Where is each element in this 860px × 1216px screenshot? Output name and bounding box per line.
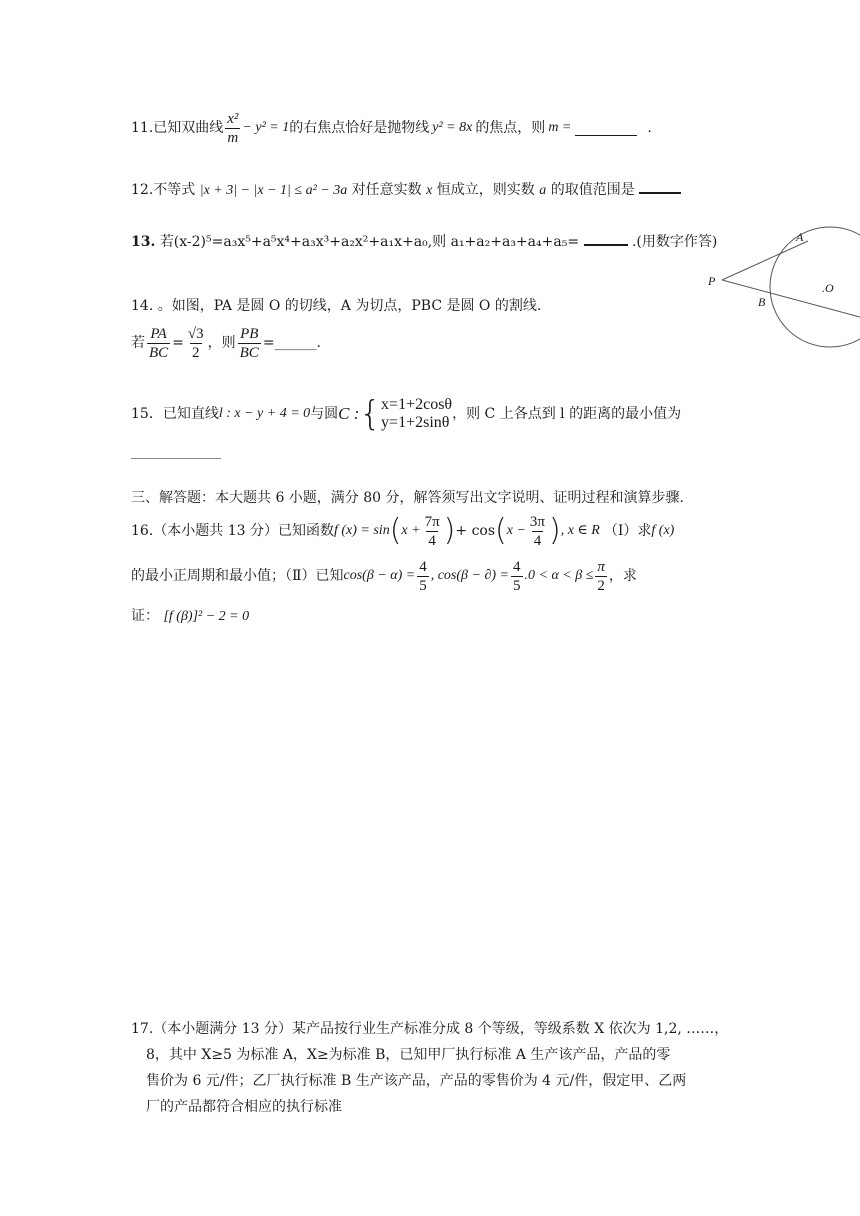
q12-suffix: 的取值范围是: [550, 182, 635, 198]
q15-brace: {: [359, 394, 382, 434]
secant-line-pbc: [722, 280, 860, 317]
q16-f: f (x) = sin: [333, 523, 390, 538]
q12-var-x: x: [426, 183, 433, 198]
q15-case-y: y=1+2sinθ: [381, 414, 450, 431]
q14-frac1-den: BC: [149, 344, 169, 361]
q16-pi-num: π: [597, 558, 605, 575]
q11-mid: 的右焦点恰好是抛物线: [289, 120, 430, 136]
q16-line2a: 的最小正周期和最小值；（Ⅱ）已知: [131, 568, 344, 584]
q11-expr: − y² = 1: [242, 120, 290, 135]
q16-c1-num: 4: [419, 558, 427, 575]
q16-frac-pi-2: [595, 558, 607, 595]
q16-frac7-den: 4: [428, 532, 436, 549]
tangent-line-pa: [722, 241, 808, 280]
q17-line2: 8，其中 X≥5 为标准 A，X≥为标准 B，已知甲厂执行标准 A 生产该产品，产品的零: [146, 1047, 671, 1063]
q13-suffix: .(用数字作答): [631, 234, 718, 250]
label-o: .O: [822, 281, 834, 295]
q16-cos1: cos(β − α) =: [343, 568, 416, 583]
q11-end: .: [647, 120, 652, 136]
q12-mid2: 恒成立，则实数: [436, 182, 535, 198]
q13-number: 13.: [131, 234, 156, 250]
circle-tangent-figure: [700, 225, 860, 355]
q14-eq1: =: [172, 335, 184, 351]
q14-frac3-den: BC: [239, 344, 259, 361]
q11-fraction: [225, 110, 240, 147]
q12-prefix: 12.不等式: [131, 182, 196, 198]
q11-frac-num: x²: [227, 110, 239, 127]
q16-domain: , x ∈ R: [560, 523, 600, 538]
question-11: [131, 106, 652, 150]
q15-mid: 与圆: [310, 406, 339, 422]
q14-eq2: =: [262, 335, 275, 351]
q16-frac7-num: 7π: [424, 513, 440, 530]
q16-cos2: , cos(β − ∂) =: [430, 568, 509, 583]
question-16-line2: [131, 554, 637, 598]
q12-mid: 对任意实数: [351, 182, 422, 198]
q13-answer-blank: [584, 230, 628, 246]
label-b: B: [758, 295, 766, 309]
q13-text: 若(x-2)⁵=a₃x⁵+a⁵x⁴+a₃x³+a₂x²+a₁x+a₀,则 a₁+a₂+a₃+a₄+a₅=: [159, 234, 580, 250]
question-17: [131, 1016, 735, 1120]
q14-frac-sqrt3: [186, 325, 206, 362]
q14-frac1-num: PA: [150, 325, 167, 342]
q14-end: ______.: [274, 335, 321, 351]
q11-ask: m =: [548, 120, 572, 135]
q17-line4: 厂的产品都符合相应的执行标准: [146, 1099, 342, 1115]
q16-prefix: 16.（本小题共 13 分）已知函数: [131, 523, 334, 539]
section3-text: 三、解答题：本大题共 6 小题，满分 80 分，解答须写出文字说明、证明过程和演算步骤.: [131, 490, 684, 506]
question-15: [131, 392, 681, 436]
q16-arg2: x −: [506, 523, 526, 538]
q16-paren-close: ): [443, 513, 456, 548]
question-13: [131, 230, 717, 252]
question-14-line2: [131, 320, 321, 366]
q12-var-a: a: [539, 183, 547, 198]
q16-fx: f (x): [651, 523, 675, 538]
q11-suffix: 的焦点，则: [475, 120, 546, 136]
q16-c2-num: 4: [513, 558, 521, 575]
q16-plus-cos: + cos: [455, 523, 496, 539]
q16-frac-7pi-4: [423, 513, 442, 550]
q14-frac-pa-bc: [147, 325, 170, 362]
q15-line-eq: l : x − y + 4 = 0: [218, 406, 311, 421]
q16-pi-den: 2: [597, 577, 605, 594]
question-14-line1: [131, 296, 541, 316]
q16-frac-4-5-a: [417, 558, 429, 595]
q17-line1: 17.（本小题满分 13 分）某产品按行业生产标准分成 8 个等级，等级系数 X 依次为 1,2, ……，: [131, 1021, 729, 1037]
q11-answer-blank: [575, 121, 637, 136]
q15-param-cases: [381, 396, 452, 432]
section-3-heading: [131, 488, 684, 508]
q16-c2-den: 5: [513, 577, 521, 594]
q14-then: ，则: [207, 335, 236, 351]
q15-suffix: ，则 C 上各点到 l 的距离的最小值为: [452, 406, 682, 422]
q14-line1: 14. 。如图，PA 是圆 O 的切线，A 为切点，PBC 是圆 O 的割线.: [131, 298, 542, 314]
q16-frac-4-5-b: [511, 558, 523, 595]
q16-frac3-den: 4: [533, 532, 542, 549]
q15-circle-name: C :: [338, 404, 360, 423]
q12-inequality: |x + 3| − |x − 1| ≤ a² − 3a: [199, 183, 348, 198]
q15-answer-blank: [131, 458, 221, 459]
q11-prefix: 11.已知双曲线: [131, 120, 224, 136]
q17-line3: 售价为 6 元/件；乙厂执行标准 B 生产该产品，产品的零售价为 4 元/件，假定甲、乙两: [146, 1073, 687, 1089]
q14-frac2-den: 2: [192, 344, 200, 361]
q11-parabola: y² = 8x: [432, 120, 473, 135]
q15-prefix: 15．已知直线: [131, 406, 219, 422]
q16-range: .0 < α < β ≤: [524, 568, 594, 583]
label-p: P: [708, 274, 716, 288]
q16-paren-open-2: (: [495, 513, 507, 548]
q16-part1: （Ⅰ）求: [603, 523, 652, 539]
q14-ruo: 若: [131, 335, 145, 351]
q16-frac-3pi-4: [528, 513, 547, 550]
question-16-line1: [131, 508, 674, 554]
q16-c1-den: 5: [419, 577, 427, 594]
q11-frac-den: m: [227, 129, 239, 146]
q15-case-x: x=1+2cosθ: [381, 396, 453, 413]
q16-frac3-num: 3π: [529, 513, 545, 530]
q16-arg1: x +: [401, 523, 421, 538]
q16-qiu: ，求: [608, 568, 637, 584]
q14-frac3-num: PB: [240, 325, 259, 342]
q12-answer-blank: [639, 178, 681, 194]
question-16-line3: [131, 606, 249, 627]
question-12: [131, 178, 681, 201]
q16-line3a: 证：: [131, 608, 159, 624]
q16-paren-open: (: [389, 513, 402, 548]
q16-proof: [f (β)]² − 2 = 0: [163, 609, 250, 624]
q14-frac2-num: √3: [187, 325, 204, 342]
q14-frac-pb-bc: [238, 325, 261, 362]
circle-o: [770, 227, 860, 347]
label-a: A: [796, 230, 804, 244]
q16-paren-close-2: ): [549, 513, 561, 548]
